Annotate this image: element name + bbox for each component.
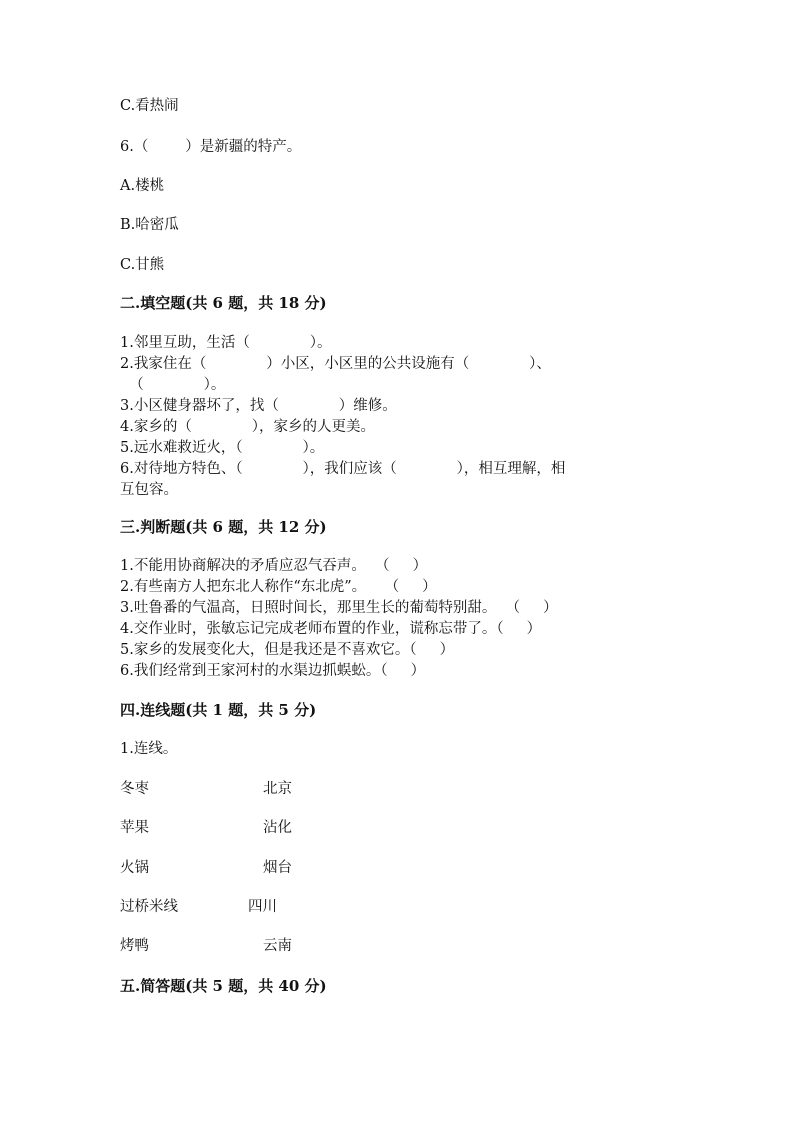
match-left-4: 过桥米线 xyxy=(120,899,178,915)
fill-line-4: 3.小区健身器坏了，找（ ）维修。 xyxy=(120,398,397,414)
match-right-4: 四川 xyxy=(248,899,277,915)
fill-line-6: 5.远水难救近火，（ ）。 xyxy=(120,440,325,456)
judge-line-5: 5.家乡的发展变化大，但是我还是不喜欢它。（ ） xyxy=(120,642,455,658)
fill-line-1: 1.邻里互助，生活（ ）。 xyxy=(120,335,332,351)
match-left-1: 冬枣 xyxy=(120,781,149,797)
q6-option-b: B.哈密瓜 xyxy=(120,217,179,233)
fill-line-2: 2.我家住在（ ）小区，小区里的公共设施有（ ）、 xyxy=(120,356,551,372)
fill-line-3: （ ）。 xyxy=(120,377,226,393)
section4-heading: 四.连线题(共 1 题，共 5 分) xyxy=(120,701,317,719)
q6-option-a: A.楼桃 xyxy=(120,178,165,194)
judge-line-2: 2.有些南方人把东北人称作“东北虎”。 （ ） xyxy=(120,579,437,595)
q6-stem: 6.（ ）是新疆的特产。 xyxy=(120,139,302,155)
match-right-3: 烟台 xyxy=(263,860,292,876)
judge-line-4: 4.交作业时，张敏忘记完成老师布置的作业，谎称忘带了。（ ） xyxy=(120,621,542,637)
match-left-2: 苹果 xyxy=(120,820,149,836)
match-right-5: 云南 xyxy=(263,938,292,954)
judge-line-6: 6.我们经常到王家河村的水渠边抓蜈蚣。（ ） xyxy=(120,663,426,679)
section2-heading: 二.填空题(共 6 题，共 18 分) xyxy=(120,294,327,312)
match-left-3: 火锅 xyxy=(120,860,149,876)
match-right-2: 沾化 xyxy=(263,820,292,836)
fill-line-5: 4.家乡的（ ），家乡的人更美。 xyxy=(120,419,376,435)
q6-option-c: C.甘熊 xyxy=(120,257,165,273)
section3-heading: 三.判断题(共 6 题，共 12 分) xyxy=(120,518,327,536)
fill-line-8: 互包容。 xyxy=(120,482,178,498)
judge-line-3: 3.吐鲁番的气温高，日照时间长，那里生长的葡萄特别甜。 （ ） xyxy=(120,600,558,616)
match-right-1: 北京 xyxy=(263,781,292,797)
q5-option-c: C.看热闹 xyxy=(120,98,179,114)
match-left-5: 烤鸭 xyxy=(120,938,149,954)
fill-line-7: 6.对待地方特色、（ ），我们应该（ ），相互理解，相 xyxy=(120,461,566,477)
section5-heading: 五.简答题(共 5 题，共 40 分) xyxy=(120,977,327,995)
judge-line-1: 1.不能用协商解决的矛盾应忍气吞声。 （ ） xyxy=(120,558,428,574)
match-question: 1.连线。 xyxy=(120,741,178,757)
